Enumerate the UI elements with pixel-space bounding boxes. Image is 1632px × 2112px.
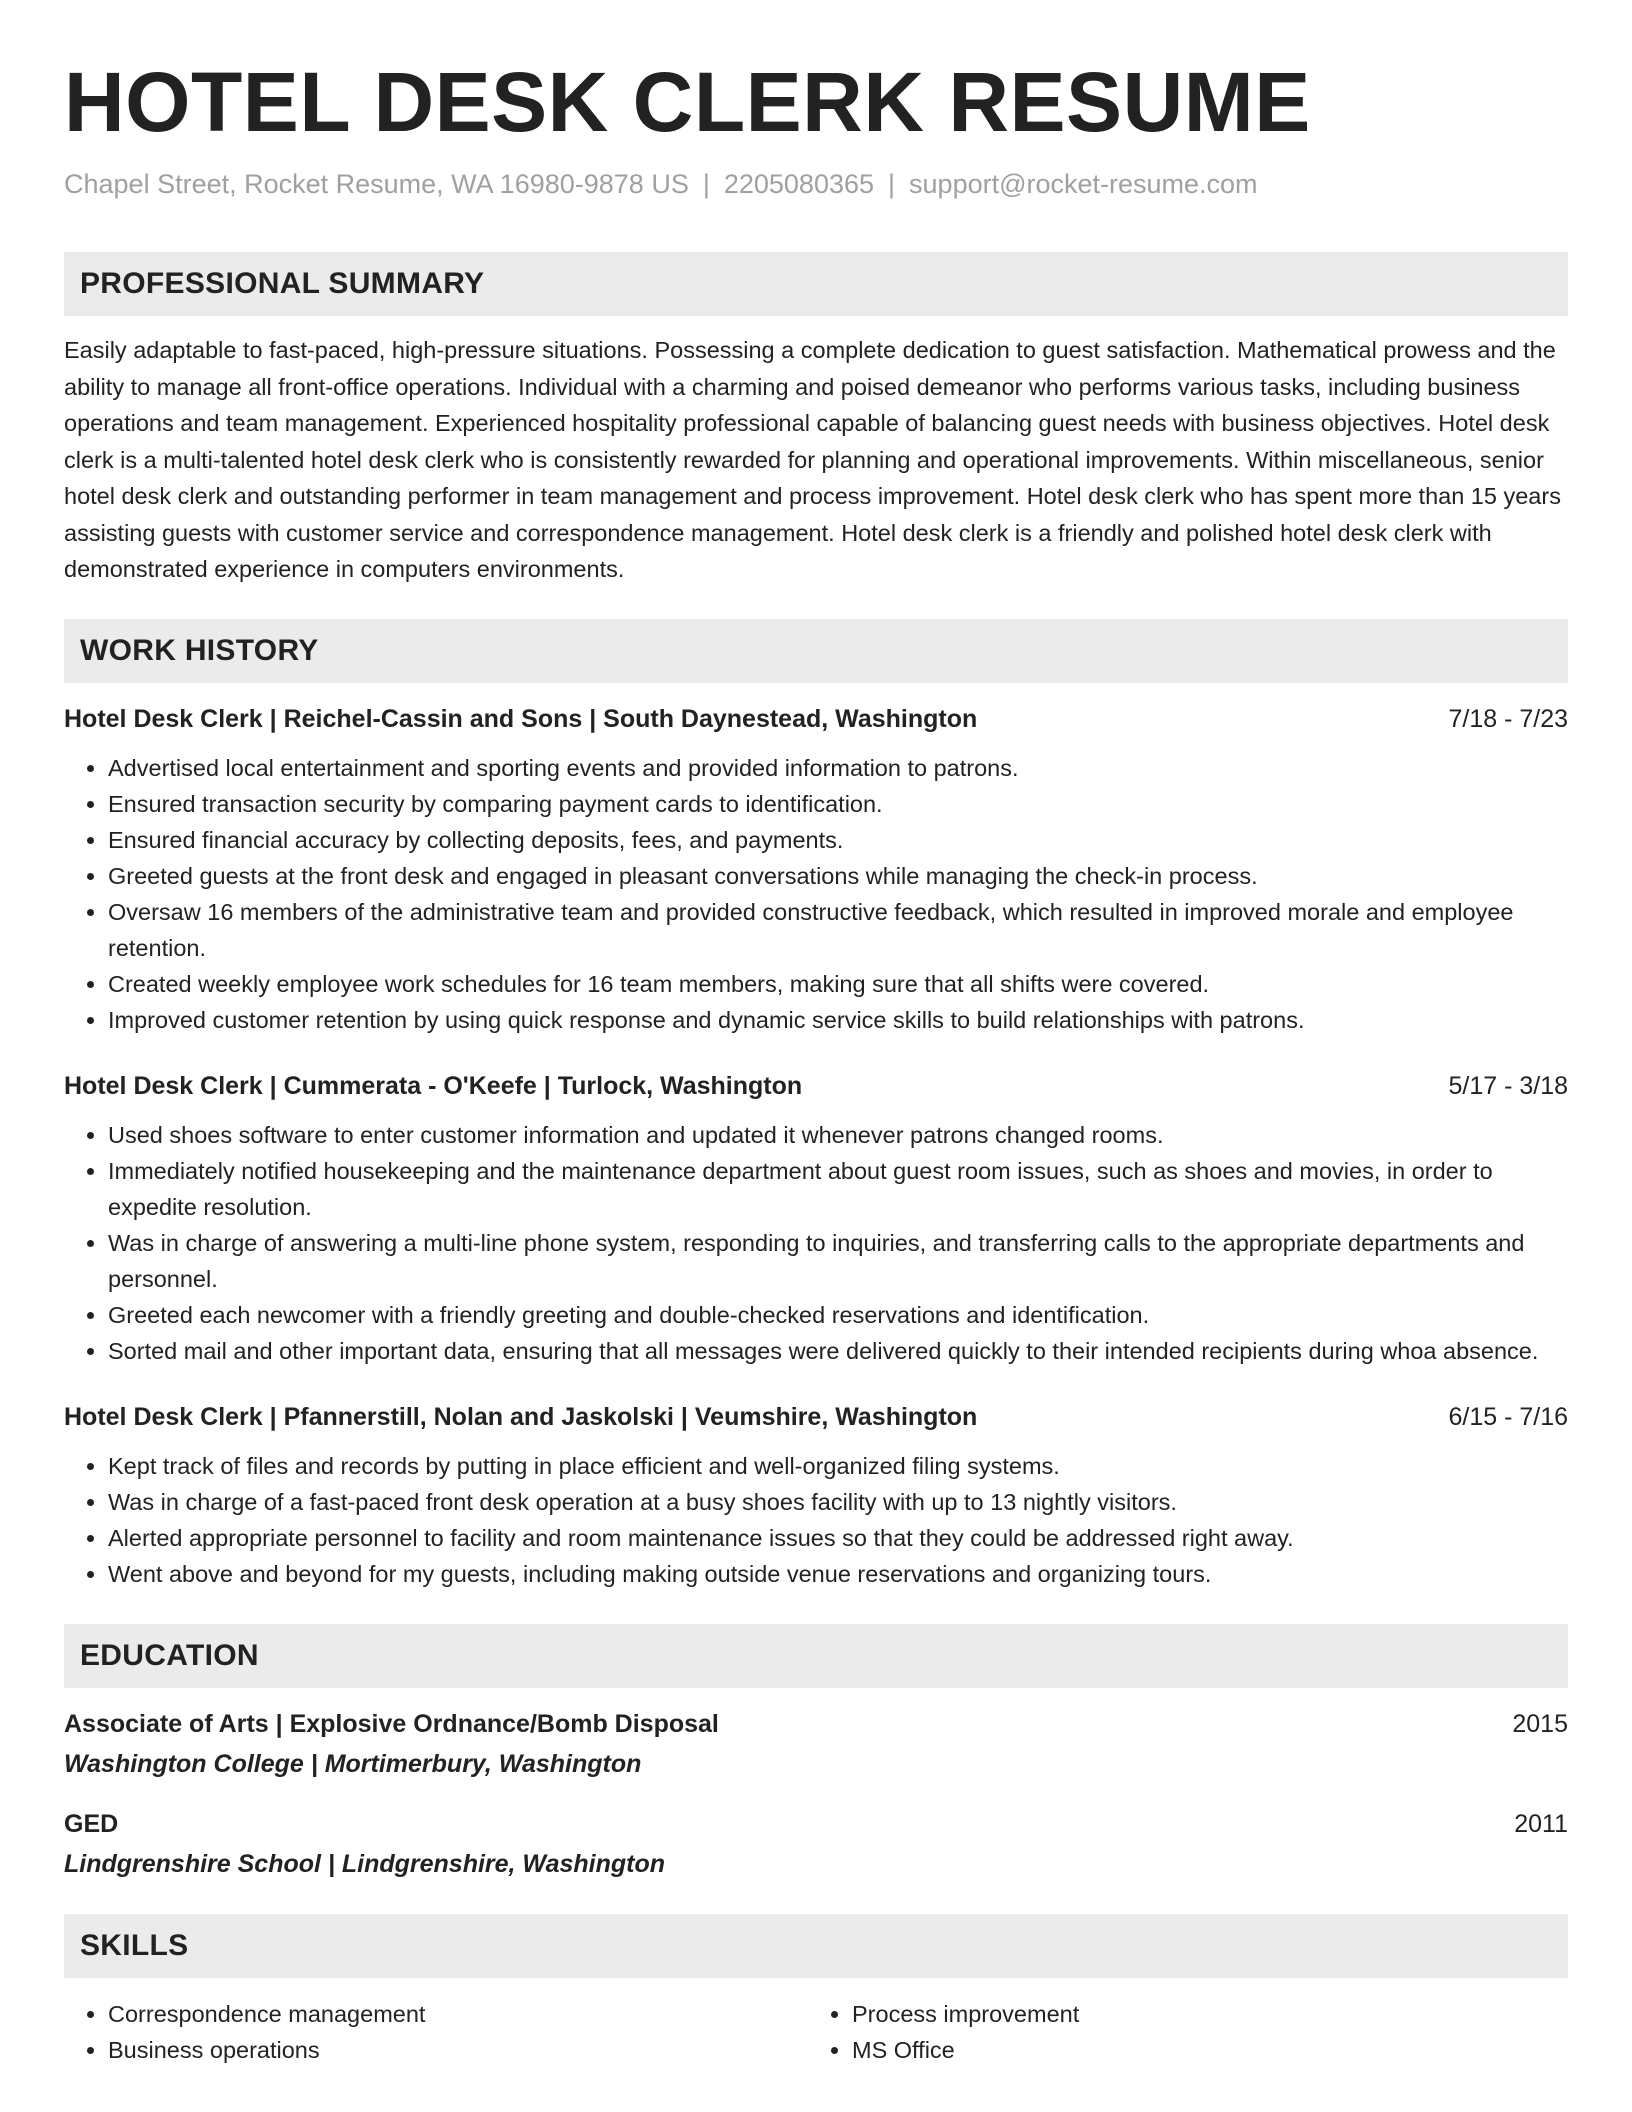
contact-phone: 2205080365 (723, 169, 875, 199)
job-bullet: • Created weekly employee work schedules for 16 team members, making sure that all shifts were covered. (108, 966, 1568, 1002)
job-bullet: • Was in charge of a fast-paced front desk operation at a busy shoes facility with up to 13 nightly visitors. (108, 1484, 1568, 1520)
contact-separator: | (888, 169, 896, 199)
job-bullet: • Went above and beyond for my guests, including making outside venue reservations and organizing tours. (108, 1556, 1568, 1592)
education-header (64, 1706, 1568, 1742)
skills-list (808, 1996, 1552, 2068)
job-bullet-list (64, 1448, 1568, 1592)
job-bullet: • Alerted appropriate personnel to facility and room maintenance issues so that they could be addressed right away. (108, 1520, 1568, 1556)
contact-line (64, 166, 1568, 202)
education-header (64, 1806, 1568, 1842)
education-year: 2011 (1514, 1809, 1568, 1838)
job-entry (64, 1068, 1568, 1369)
skills-grid (64, 1996, 1568, 2068)
job-dates: 7/18 - 7/23 (1448, 704, 1568, 733)
job-bullet: • Advertised local entertainment and sporting events and provided information to patrons. (108, 750, 1568, 786)
education-degree: Associate of Arts | Explosive Ordnance/Bomb Disposal (64, 1709, 719, 1738)
job-bullet-list (64, 750, 1568, 1038)
job-title: Hotel Desk Clerk | Reichel-Cassin and Sons | South Daynestead, Washington (64, 704, 978, 733)
job-entry (64, 701, 1568, 1038)
skills-column-left (64, 1996, 808, 2068)
job-title: Hotel Desk Clerk | Cummerata - O'Keefe | Turlock, Washington (64, 1071, 803, 1100)
contact-email: support@rocket-resume.com (909, 169, 1258, 199)
skill-item: • Correspondence management (108, 1996, 808, 2032)
job-bullet: • Kept track of files and records by putting in place efficient and well-organized filing systems. (108, 1448, 1568, 1484)
job-bullet: • Ensured financial accuracy by collecting deposits, fees, and payments. (108, 822, 1568, 858)
job-bullet-list (64, 1117, 1568, 1369)
skill-item: • Business operations (108, 2032, 808, 2068)
contact-separator: | (702, 169, 710, 199)
skill-item: • MS Office (852, 2032, 1552, 2068)
job-bullet: • Greeted guests at the front desk and engaged in pleasant conversations while managing the check-in process. (108, 858, 1568, 894)
education-school: Lindgrenshire School | Lindgrenshire, Washington (64, 1849, 666, 1878)
section-header-work-history: WORK HISTORY (64, 619, 1568, 683)
job-bullet: • Was in charge of answering a multi-line phone system, responding to inquiries, and transferring calls to the appropriate departments and personnel. (108, 1225, 1568, 1297)
page-title: HOTEL DESK CLERK RESUME (64, 55, 1311, 149)
job-dates: 5/17 - 3/18 (1448, 1071, 1568, 1100)
job-dates: 6/15 - 7/16 (1448, 1402, 1568, 1431)
job-bullet: • Immediately notified housekeeping and the maintenance department about guest room issues, such as shoes and movies, in order to expedite resolution. (108, 1153, 1568, 1225)
job-bullet: • Oversaw 16 members of the administrative team and provided constructive feedback, which resulted in improved morale and employee retention. (108, 894, 1568, 966)
job-header (64, 1399, 1568, 1435)
section-header-education: EDUCATION (64, 1624, 1568, 1688)
job-header (64, 1068, 1568, 1104)
education-school: Washington College | Mortimerbury, Washington (64, 1749, 642, 1778)
job-bullet: • Greeted each newcomer with a friendly greeting and double-checked reservations and identification. (108, 1297, 1568, 1333)
skills-column-right (808, 1996, 1552, 2068)
skill-item: • Process improvement (852, 1996, 1552, 2032)
skills-list (64, 1996, 808, 2068)
education-year: 2015 (1512, 1709, 1568, 1738)
job-header (64, 701, 1568, 737)
education-degree: GED (64, 1809, 119, 1838)
job-title: Hotel Desk Clerk | Pfannerstill, Nolan and Jaskolski | Veumshire, Washington (64, 1402, 978, 1431)
job-bullet: • Used shoes software to enter customer information and updated it whenever patrons changed rooms. (108, 1117, 1568, 1153)
section-header-skills: SKILLS (64, 1914, 1568, 1978)
section-header-summary: PROFESSIONAL SUMMARY (64, 252, 1568, 316)
job-bullet: • Improved customer retention by using quick response and dynamic service skills to build relationships with patrons. (108, 1002, 1568, 1038)
job-entry (64, 1399, 1568, 1592)
job-bullet: • Ensured transaction security by comparing payment cards to identification. (108, 786, 1568, 822)
education-entry (64, 1806, 1568, 1882)
contact-address: Chapel Street, Rocket Resume, WA 16980-9878 US (64, 169, 689, 199)
job-bullet: • Sorted mail and other important data, ensuring that all messages were delivered quickly to their intended recipients during whoa absence. (108, 1333, 1568, 1369)
resume-page (64, 0, 1568, 2068)
education-entry (64, 1706, 1568, 1782)
summary-paragraph: Easily adaptable to fast-paced, high-pressure situations. Possessing a complete dedication to guest satisfaction. Mathematical prowess and the ability to manage all front-office operations. Individual with a charming and poised demeanor who performs various tasks, including business operations and team management. Experienced hospitality professional capable of balancing guest needs with business objectives. Hotel desk clerk is a multi-talented hotel desk clerk who is consistently rewarded for planning and operational improvements. Within miscellaneous, senior hotel desk clerk and outstanding performer in team management and process improvement. Hotel desk clerk who has spent more than 15 years assisting guests with customer service and correspondence management. Hotel desk clerk is a friendly and polished hotel desk clerk with demonstrated experience in computers environments. (64, 337, 1561, 582)
